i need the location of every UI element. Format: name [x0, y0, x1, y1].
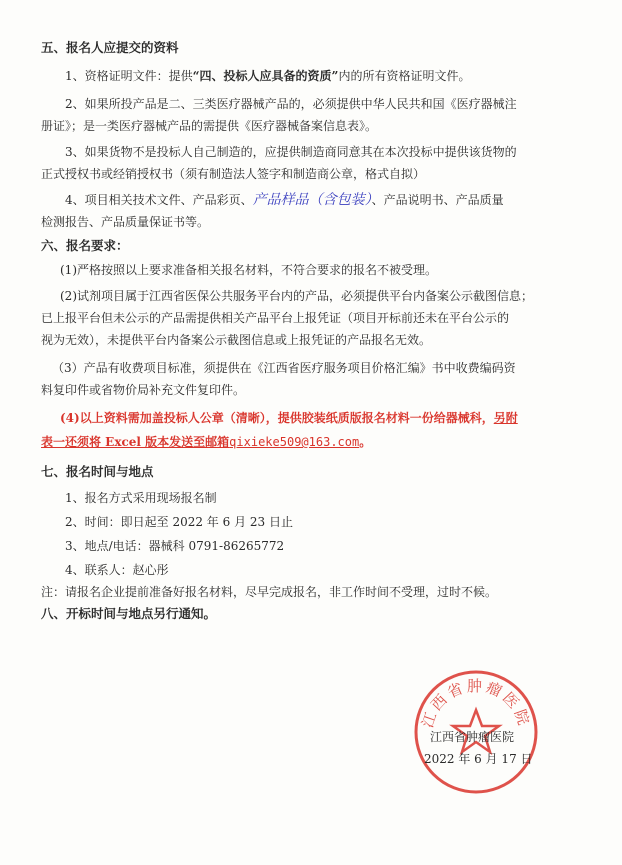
sec6-req-4-a: (4)以上资料需加盖投标人公章（清晰），提供胶装纸质版报名材料一份给器械科，	[60, 411, 494, 425]
section-6-title: 六、报名要求：	[41, 238, 129, 253]
sec6-req-3-line-1: （3）产品有收费项目标准，须提供在《江西省医疗服务项目价格汇编》书中收费编码资	[52, 361, 516, 375]
svg-text:江西省肿瘤医院	[418, 677, 533, 730]
sec5-item-4-line-2: 检测报告、产品质量保证书等。	[41, 215, 210, 229]
sec6-req-4-b: 另附	[493, 411, 518, 425]
sec6-req-4-d: 。	[359, 435, 372, 449]
sec7-item-2: 2、时间：即日起至 2022 年 6 月 23 日止	[65, 515, 293, 529]
sec5-item-1-b: “四、投标人应具备的资质”	[192, 69, 339, 83]
sec6-req-4-line-2	[41, 434, 371, 450]
sec6-req-4-c: 表一还须将 Excel 版本发送至邮箱	[41, 435, 230, 449]
sec6-req-2-line-2: 已上报平台但未公示的产品需提供相关产品平台上报凭证（项目开标前还未在平台公示的	[41, 311, 510, 325]
signature-org: 江西省肿瘤医院	[430, 730, 515, 744]
section-8-title: 八、开标时间与地点另行通知。	[41, 606, 217, 621]
sec5-item-3-line-1: 3、如果货物不是投标人自己制造的，应提供制造商同意其在本次投标中提供该货物的	[65, 145, 517, 159]
sec7-item-4: 4、联系人：赵心彤	[65, 563, 169, 577]
product-sample-highlight: 产品样品（含包装）	[252, 192, 372, 208]
sec7-item-1: 1、报名方式采用现场报名制	[65, 491, 217, 505]
sec6-req-3-line-2: 料复印件或省物价局补充文件复印件。	[41, 383, 246, 397]
section-5-title: 五、报名人应提交的资料	[41, 40, 179, 55]
sec6-req-2-line-3: 视为无效），未提供平台内备案公示截图信息或上报凭证的产品报名无效。	[41, 333, 432, 347]
sec6-req-4-line-1	[60, 410, 518, 426]
signature-date: 2022 年 6 月 17 日	[424, 752, 533, 766]
sec5-item-2-line-1: 2、如果所投产品是二、三类医疗器械产品的，必须提供中华人民共和国《医疗器械注	[65, 97, 517, 111]
sec5-item-4-line-1	[65, 192, 504, 208]
sec6-req-1: (1)严格按照以上要求准备相关报名材料，不符合要求的报名不被受理。	[60, 263, 438, 277]
sec7-item-3: 3、地点/电话：器械科 0791-86265772	[65, 539, 285, 553]
sec5-item-1	[65, 68, 470, 84]
sec5-item-1-a: 1、资格证明文件：提供	[65, 69, 193, 83]
sec5-item-3-line-2: 正式授权书或经销授权书（须有制造法人签字和制造商公章，格式自拟）	[41, 167, 426, 181]
sec5-item-4-c: 、产品说明书、产品质量	[371, 193, 504, 207]
sec6-req-2-line-1: (2)试剂项目属于江西省医保公共服务平台内的产品，必须提供平台内备案公示截图信息；	[60, 289, 534, 303]
email-link[interactable]: qixieke509@163.com	[229, 435, 360, 449]
seal-text: 江西省肿瘤医院	[418, 676, 534, 731]
sec5-item-2-line-2: 册证》；是一类医疗器械产品的需提供《医疗器械备案信息表》。	[41, 119, 378, 133]
note: 注：请报名企业提前准备好报名材料，尽早完成报名，非工作时间不受理，过时不候。	[41, 585, 498, 599]
sec5-item-4-a: 4、项目相关技术文件、产品彩页、	[65, 193, 253, 207]
section-7-title: 七、报名时间与地点	[41, 464, 154, 479]
sec5-item-1-c: 内的所有资格证明文件。	[338, 69, 471, 83]
